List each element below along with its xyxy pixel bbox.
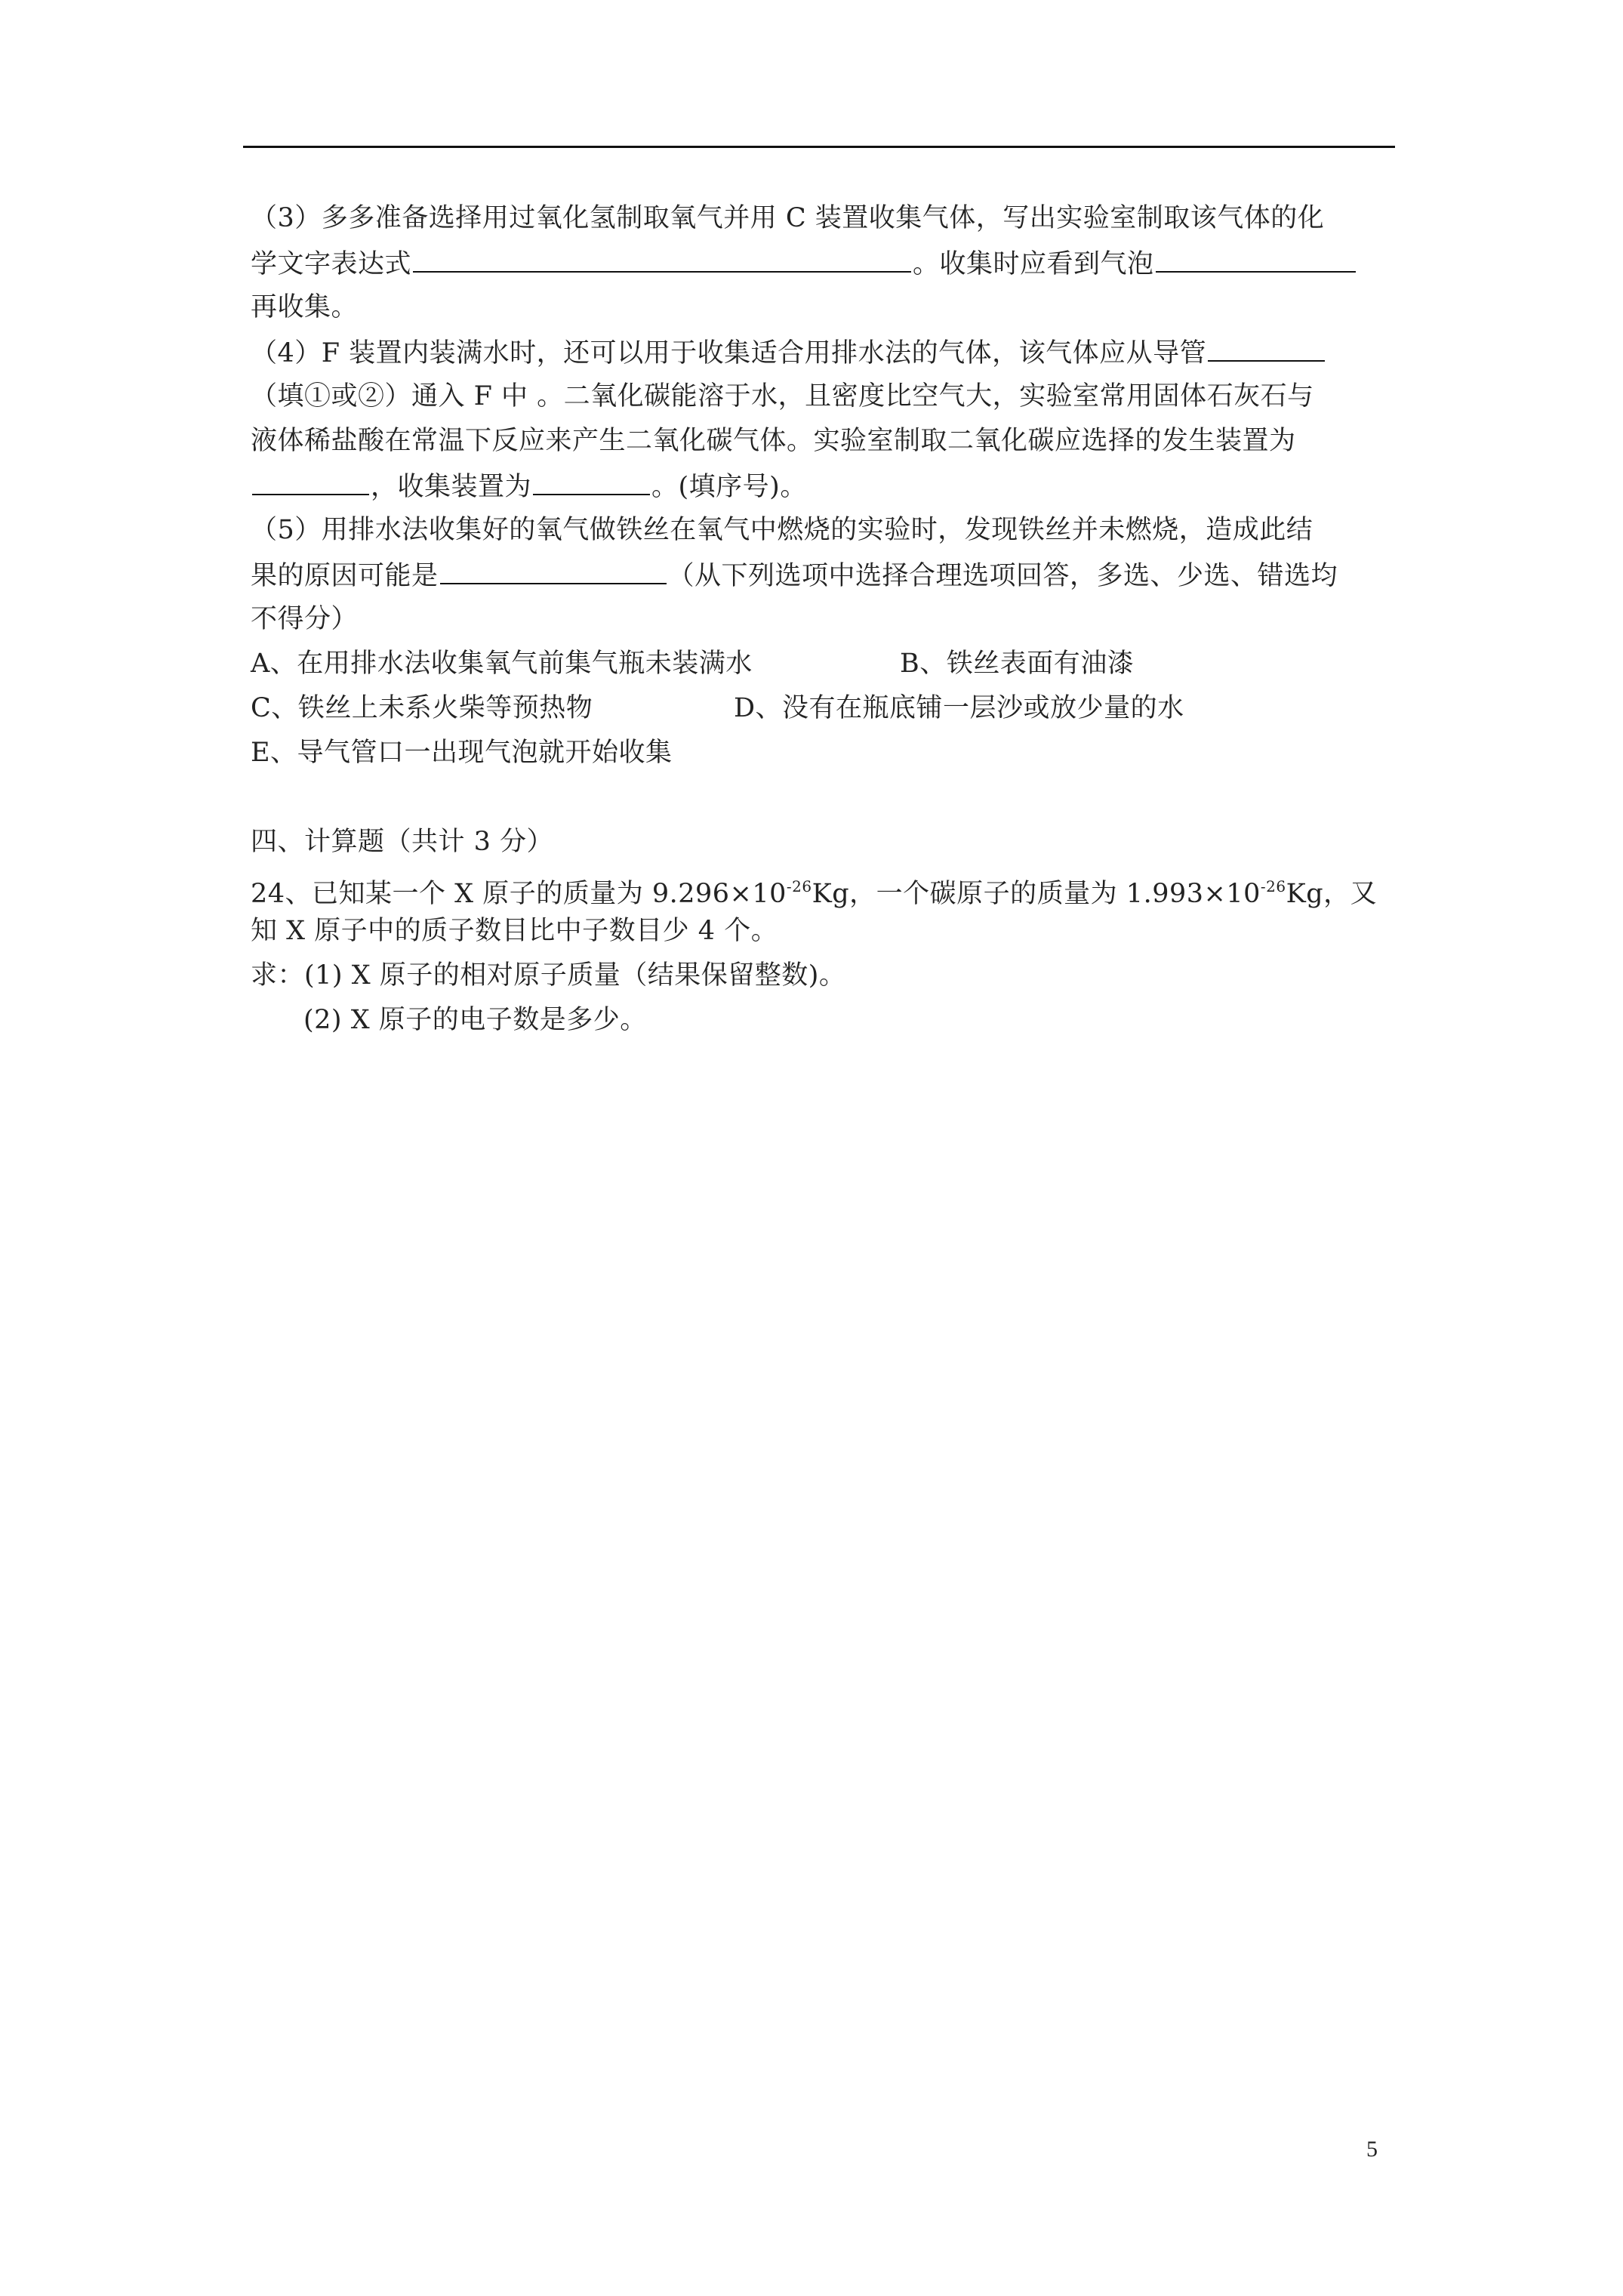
page-number: 5 (1366, 2137, 1378, 2162)
q4-line-4 (251, 464, 1406, 508)
section-spacer (251, 775, 1406, 820)
q4-collector-text: ，收集装置为 (371, 472, 532, 502)
q5-prompt-text: 果的原因可能是 (251, 561, 439, 591)
option-d: D、没有在瓶底铺一层沙或放少量的水 (734, 693, 1184, 723)
q3-line-3: 再收集。 (251, 292, 359, 322)
q24-exponent-2: -26 (1260, 877, 1286, 895)
option-b: B、铁丝表面有油漆 (900, 649, 1135, 679)
q3-bubble-text: 。收集时应看到气泡 (913, 249, 1154, 279)
q3-line-1: （3）多多准备选择用过氧化氢制取氧气并用 C 装置收集气体，写出实验室制取该气体的化 (251, 203, 1325, 233)
q5-line-2 (251, 553, 1406, 597)
q24-exponent-1: -26 (786, 877, 812, 895)
q3-bubble-blank (1156, 241, 1356, 273)
q4-line-1 (251, 330, 1406, 374)
q5-options-row-2 (251, 686, 1406, 731)
q4-fill-hint: 。(填序号)。 (651, 472, 807, 502)
q24-line-1 (251, 864, 1406, 909)
q5-reason-blank (440, 553, 667, 584)
q5-line-1: （5）用排水法收集好的氧气做铁丝在氧气中燃烧的实验时，发现铁丝并未燃烧，造成此结 (251, 515, 1313, 545)
q3-line-2 (251, 241, 1406, 285)
q4-prompt-text: （4）F 装置内装满水时，还可以用于收集适合用排水法的气体，该气体应从导管 (251, 338, 1207, 368)
q3-equation-blank (413, 241, 911, 273)
q4-generator-blank (252, 464, 369, 495)
q24-x-mass-text: 24、已知某一个 X 原子的质量为 9.296×10 (251, 879, 787, 909)
q4-line-3: 液体稀盐酸在常温下反应来产生二氧化碳气体。实验室制取二氧化碳应选择的发生装置为 (251, 426, 1296, 456)
option-e: E、导气管口一出现气泡就开始收集 (251, 738, 673, 768)
q24-line-1-end: Kg，又 (1286, 879, 1378, 909)
q24-line-2: 知 X 原子中的质子数目比中子数目少 4 个。 (251, 916, 778, 946)
q3-prompt-text: 学文字表达式 (251, 249, 412, 279)
option-c: C、铁丝上未系火柴等预热物 (251, 693, 593, 723)
page-content (251, 196, 1406, 1043)
q24-ask-1: 求：(1) X 原子的相对原子质量（结果保留整数)。 (251, 960, 846, 991)
q5-instructions: （从下列选项中选择合理选项回答，多选、少选、错选均 (667, 561, 1338, 591)
q5-options-row-1 (251, 642, 1406, 686)
q4-line-2: （填①或②）通入 F 中 。二氧化碳能溶于水，且密度比空气大，实验室常用固体石灰石与 (251, 381, 1314, 411)
q4-tube-blank (1208, 330, 1325, 362)
q24-carbon-mass-text: Kg，一个碳原子的质量为 1.993×10 (812, 879, 1261, 909)
header-rule (243, 146, 1395, 148)
section4-heading: 四、计算题（共计 3 分） (251, 827, 554, 857)
option-a: A、在用排水法收集氧气前集气瓶未装满水 (251, 649, 753, 679)
q24-ask-2: (2) X 原子的电子数是多少。 (303, 1005, 647, 1035)
q5-line-3: 不得分） (251, 604, 359, 634)
q4-collector-blank (533, 464, 650, 495)
